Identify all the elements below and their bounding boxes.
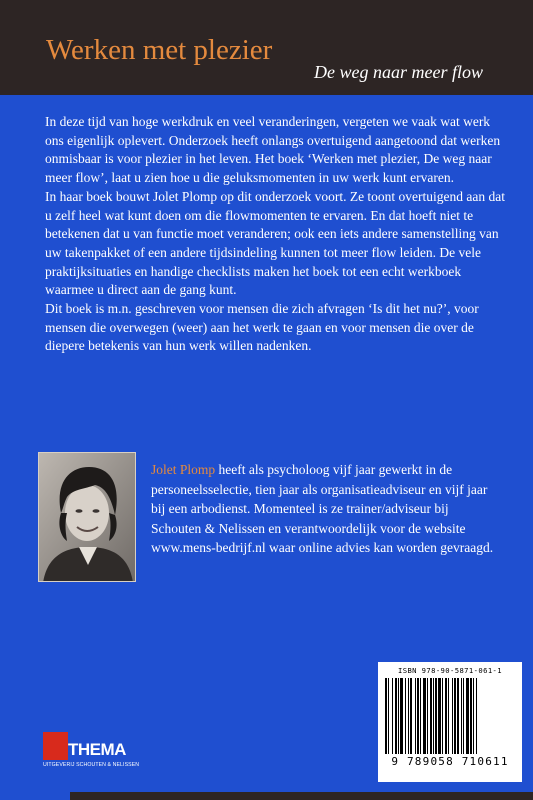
author-name: Jolet Plomp — [151, 462, 216, 477]
cover-header — [0, 0, 533, 95]
author-photo — [38, 452, 136, 582]
book-title: Werken met plezier — [46, 34, 273, 66]
author-bio-text: heeft als psycholoog vijf jaar gewerkt in de personeelsselectie, tien jaar als organisatieadviseur en vijf jaar bij een arbodienst. Momenteel is ze trainer/adviseur bij Schouten & Nelissen en verantwoordelijk voor de website www.mens-bedrijf.nl waar online advies kan worden gevraagd. — [151, 462, 494, 555]
publisher-logo-icon — [43, 732, 68, 760]
barcode-bars — [383, 678, 517, 754]
blurb-paragraph-1: In deze tijd van hoge werkdruk en veel veranderingen, vergeten we vaak wat werk ons eigenlijk oplevert. Onderzoek heeft onlangs overtuigend aangetoond dat werken onmisbaar is voor plezier in het leven. Het boek ‘Werken met plezier, De weg naar meer flow’, laat u zien hoe u die geluksmomenten in uw werk kunt ervaren. — [45, 114, 501, 186]
blurb-paragraph-2: In haar boek bouwt Jolet Plomp op dit onderzoek voort. Ze toont overtuigend aan dat u zelf heel wat kunt doen om die flowmomenten te ervaren. En dat hoeft niet te betekenen dat u van functie moet veranderen; ook een iets andere samenstelling van uw takenpakket of een andere tijdsindeling kunnen tot meer flow leiden. De vele praktijksituaties en handige checklists maken het boek tot een echt werkboek waarmee u direct aan de gang kunt. — [45, 188, 506, 298]
isbn-barcode — [378, 662, 522, 782]
publisher-name: UITGEVERIJ SCHOUTEN & NELISSEN — [43, 762, 140, 768]
publisher-logo-text: THEMA — [68, 740, 126, 759]
bottom-bar — [70, 792, 533, 800]
ean-digits: 9 789058 710611 — [391, 755, 509, 768]
blurb-text — [45, 113, 505, 356]
blurb-paragraph-3: Dit boek is m.n. geschreven voor mensen die zich afvragen ‘Is dit het nu?’, voor mensen die overwegen (weer) aan het werk te gaan en voor mensen die over de diepere betekenis van hun werk willen nadenken. — [45, 301, 479, 354]
isbn-label: ISBN 978-90-5871-061-1 — [398, 666, 502, 675]
author-bio — [151, 460, 501, 558]
book-subtitle: De weg naar meer flow — [314, 62, 483, 82]
